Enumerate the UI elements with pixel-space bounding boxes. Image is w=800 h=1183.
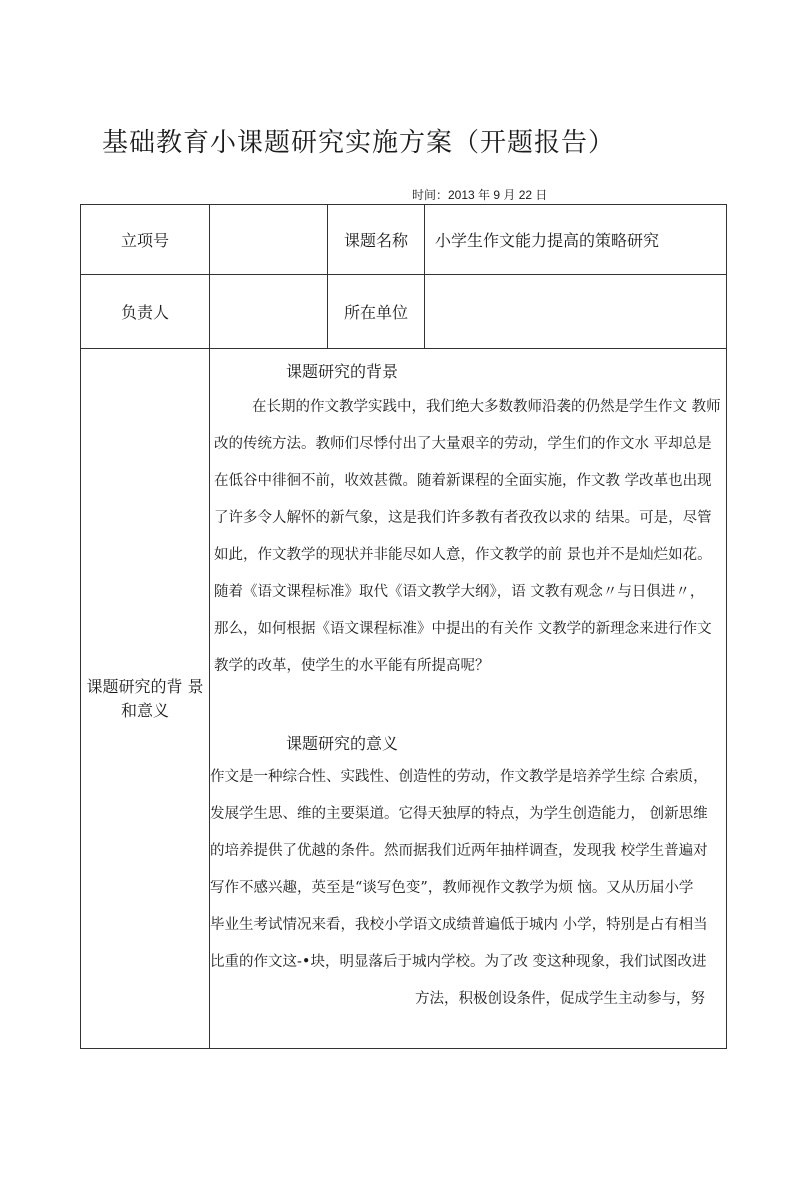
background-label-line1: 课题研究的背 景	[86, 676, 204, 696]
paragraph-line: 在低谷中徘徊不前，收效甚微。随着新课程的全面实施，作文教 学改革也出现	[214, 473, 712, 489]
paragraph-line: 随着《语文课程标准》取代《语文教学大纲》，语 文教有观念〃与日俱进〃，	[214, 584, 705, 600]
project-number-value	[210, 205, 328, 275]
paragraph-line: 的培养提供了优越的条件。然而据我们近两年抽样调查，发现我 校学生普遍对	[210, 843, 708, 859]
paragraph-line: 写作不感兴趣，英至是“谈写色变”，教师视作文教学为烦 恼。又从历届小学	[210, 880, 694, 896]
background-significance-content	[210, 349, 727, 1049]
significance-paragraph	[210, 759, 708, 1018]
unit-value	[425, 275, 727, 349]
report-table	[80, 204, 727, 1049]
significance-heading: 课题研究的意义	[286, 734, 399, 753]
paragraph-line: 改的传统方法。教师们尽悸付出了大量艰辛的劳动，学生们的作文水 平却总是	[214, 436, 712, 452]
background-heading: 课题研究的背景	[286, 362, 399, 381]
topic-name-label: 课题名称	[328, 205, 425, 275]
project-number-label: 立项号	[81, 205, 210, 275]
paragraph-line: 如此，作文教学的现状并非能尽如人意，作文教学的前 景也并不是灿烂如花。	[214, 547, 712, 563]
paragraph-line: 作文是一种综合性、实践性、创造性的劳动，作文教学是培养学生综 合索质，	[210, 769, 708, 785]
paragraph-line: 在长期的作文教学实践中，我们绝大多数教师沿袭的仍然是学生作文 教师	[252, 399, 721, 415]
document-title: 基础教育小课题研究实施方案（开题报告）	[102, 128, 616, 158]
paragraph-line: 那么，如何根据《语文课程标准》中提出的有关作 文教学的新理念来进行作文	[214, 621, 712, 637]
leader-value	[210, 275, 328, 349]
topic-name-value: 小学生作文能力提高的策略研究	[425, 205, 727, 275]
paragraph-line: 了许多令人解怀的新气象，这是我们许多教有者孜孜以求的 结果。可是，尽管	[214, 510, 712, 526]
paragraph-line: 毕业生考试情况来看，我校小学语文成绩普遍低于城内 小学，特别是占有相当	[210, 917, 708, 933]
unit-label: 所在单位	[328, 275, 425, 349]
background-label-line2: 和意义	[120, 700, 169, 720]
report-date: 时间：2013 年 9 月 22 日	[412, 188, 548, 202]
paragraph-line: 比重的作文这-•块，明显落后于城内学校。为了改 变这种现象，我们试图改进	[210, 954, 707, 970]
paragraph-line: 教学的改革，使学生的水平能有所提高呢？	[214, 658, 490, 674]
paragraph-line: 发展学生思、维的主要渠道。它得天独厚的特点，为学生创造能力， 创新思维	[210, 806, 708, 822]
background-paragraph	[214, 389, 721, 685]
paragraph-line: 方法，积极创设条件，促成学生主动参与，努	[415, 991, 705, 1007]
background-significance-label	[81, 349, 210, 1049]
leader-label: 负责人	[81, 275, 210, 349]
